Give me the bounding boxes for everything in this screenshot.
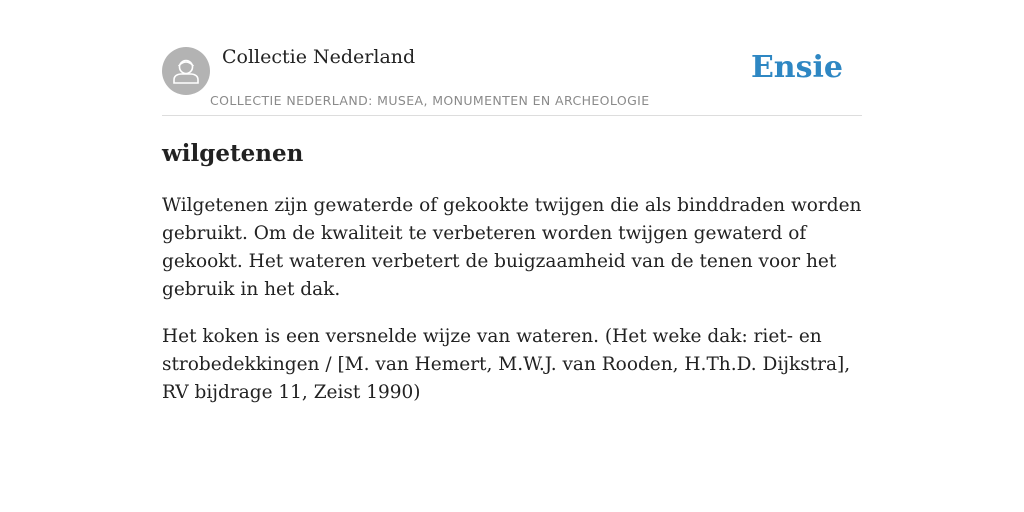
user-icon bbox=[162, 47, 210, 95]
page-container bbox=[162, 0, 862, 403]
term-title: wilgetenen bbox=[162, 140, 304, 167]
brand-logo[interactable]: Ensie bbox=[750, 50, 843, 85]
author-avatar[interactable] bbox=[162, 47, 210, 95]
definition-body bbox=[162, 192, 862, 426]
definition-paragraph: Wilgetenen zijn gewaterde of gekookte twijgen die als binddraden worden gebruikt. Om de kwaliteit te verbeteren worden twijgen gewaterd of gekookt. Het wateren verbetert de buigzaamheid van de tenen voor het gebruik in het dak. bbox=[162, 195, 862, 300]
article-header bbox=[162, 0, 862, 116]
source-label[interactable]: COLLECTIE NEDERLAND: MUSEA, MONUMENTEN EN ARCHEOLOGIE bbox=[210, 93, 650, 108]
author-name[interactable]: Collectie Nederland bbox=[222, 46, 416, 68]
definition-paragraph: Het koken is een versnelde wijze van wateren. (Het weke dak: riet- en strobedekkingen / [M. van Hemert, M.W.J. van Rooden, H.Th.D. Dijkstra], RV bijdrage 11, Zeist 1990) bbox=[162, 326, 851, 403]
